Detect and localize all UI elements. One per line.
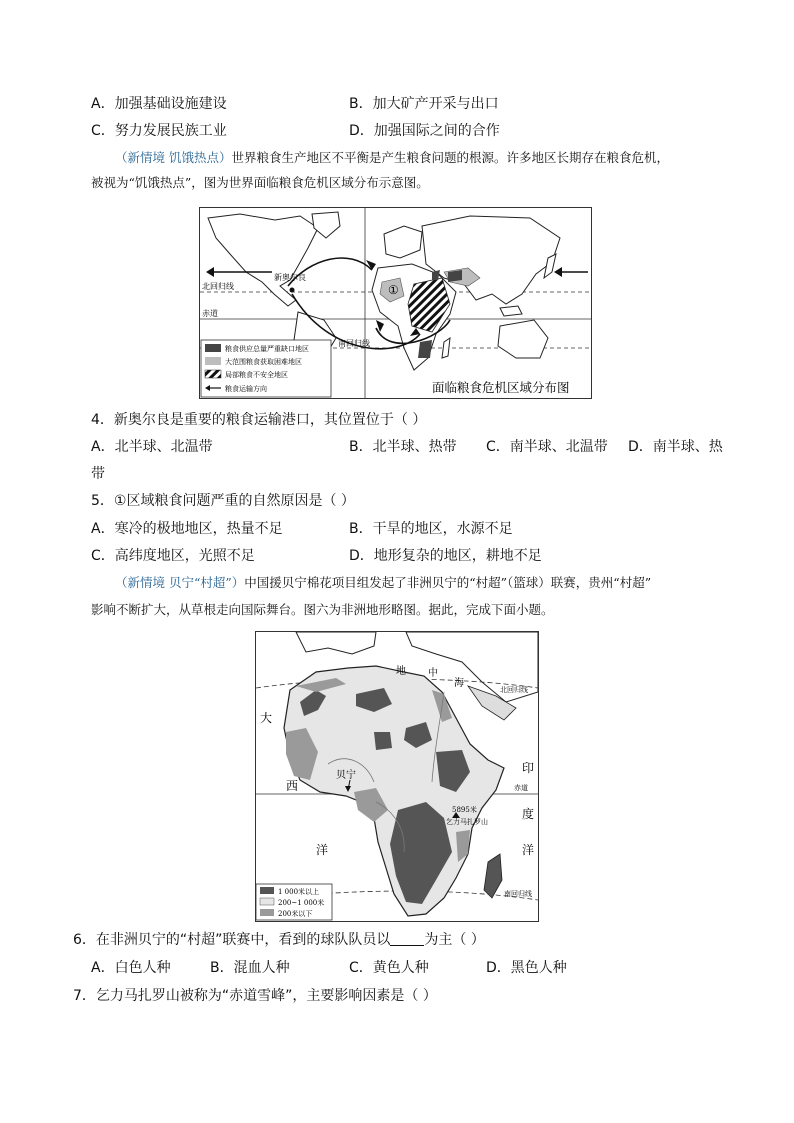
region-dark-middle-east [448,270,462,282]
label-indian-1: 印 [522,761,535,775]
legend4-label: 粮食运输方向 [225,385,267,393]
label-indian-2: 度 [522,807,535,821]
label-tropic-cancer: 北回归线 [202,282,234,291]
q4-option-d: D．南半球、热 [628,439,723,455]
new-orleans-dot [290,288,295,293]
context2-text1: 中国援贝宁棉花项目组发起了非洲贝宁的“村超”（篮球）联赛，贵州“村超” [244,575,652,590]
context2-line1 [115,573,651,593]
legend-high-swatch [260,887,274,894]
q3-option-d: D．加强国际之间的合作 [349,123,500,139]
q5-option-a: A．寒冷的极地地区，热量不足 [91,521,283,537]
arrowhead-5 [554,267,562,277]
q4-option-b: B．北半球、热带 [349,439,457,455]
greenland-shape [312,212,340,238]
region-hatch-east-africa [408,278,450,332]
legend-mid-swatch [260,898,274,905]
context2-line2: 影响不断扩大，从草根走向国际舞台。图六为非洲地形略图。据此，完成下面小题。 [91,602,554,617]
q5-option-c: C．高纬度地区，光照不足 [91,548,255,564]
madagascar-shape [484,854,502,898]
label-equator: 赤道 [202,309,218,318]
q3-option-b: B．加大矿产开采与出口 [349,96,499,112]
world-food-crisis-map [199,207,592,399]
q6-option-c: C．黄色人种 [349,960,429,976]
q6-stem [73,930,485,950]
q5-option-b: B．干旱的地区，水源不足 [349,521,513,537]
q4-option-a: A．北半球、北温带 [91,439,213,455]
q6-stem-after: 为主（ ） [424,932,485,948]
context2-tag: （新情境 贝宁“村超”） [115,575,245,590]
label-kili-height: 5895米 [452,806,477,814]
label-new-orleans: 新奥尔良 [274,273,306,282]
legend-high-label: 1 000米以上 [278,888,320,896]
africa-terrain-map [255,631,539,922]
label-atlantic-3: 洋 [316,843,329,857]
legend2-swatch [205,357,221,365]
q3-option-a: A．加强基础设施建设 [91,96,227,112]
australia-shape [498,320,548,358]
label-equator: 赤道 [514,784,528,792]
context1-line1 [115,148,669,168]
label-atlantic-1: 大 [260,711,273,725]
q6-blank [390,931,424,946]
legend-low-label: 200米以下 [278,910,313,918]
context1-text1: 世界粮食生产地区不平衡是产生粮食问题的根源。许多地区长期存在粮食危机， [231,150,669,165]
legend1-swatch [205,344,221,352]
label-kili-name: 乞力马扎罗山 [446,818,488,826]
lowland-east-coast [456,830,470,862]
context1-line2: 被视为“饥饿热点”，图为世界面临粮食危机区域分布示意图。 [91,175,429,190]
legend3-swatch [205,370,221,378]
q5-stem: 5．①区域粮食问题严重的自然原因是（ ） [91,493,355,509]
label-region-1: ① [388,283,399,297]
legend-low-swatch [260,909,274,916]
context1-tag: （新情境 饥饿热点） [115,150,232,165]
madagascar-shape [442,338,450,358]
map1-title: 面临粮食危机区域分布图 [432,380,570,395]
region-dark-south-africa [418,340,432,358]
q7-stem: 7．乞力马扎罗山被称为“赤道雪峰”，主要影响因素是（ ） [73,988,437,1004]
label-atlantic-2: 西 [286,779,299,793]
q6-option-b: B．混血人种 [210,960,290,976]
africa-map-svg [256,632,538,921]
q4-option-c: C．南半球、北温带 [486,439,608,455]
europe-shape [384,226,422,258]
label-med-3: 海 [454,678,464,689]
legend3-label: 局部粮食不安全地区 [225,371,288,379]
q6-option-d: D．黑色人种 [486,960,567,976]
legend1-label: 粮食供应总量严重缺口地区 [225,345,309,353]
label-benin: 贝宁 [336,770,356,781]
q3-option-c: C．努力发展民族工业 [91,123,227,139]
label-med-1: 地 [396,666,406,677]
q4-stem: 4．新奥尔良是重要的粮食运输港口，其位置位于（ ） [91,412,427,428]
highland-ahaggar [374,732,392,750]
q6-stem-before: 6．在非洲贝宁的“村超”联赛中，看到的球队队员以 [73,932,391,948]
legend2-label: 大范围粮食获取困难地区 [225,358,302,366]
label-tropic-capricorn: 南回归线 [338,339,370,348]
label-tropic-cancer: 北回归线 [500,686,528,694]
label-med-2: 中 [428,668,438,679]
q6-option-a: A．白色人种 [91,960,171,976]
arrowhead-4 [206,267,214,277]
label-indian-3: 洋 [522,843,535,857]
label-tropic-capricorn: 南回归线 [504,890,532,898]
world-map-svg [200,208,591,398]
legend-mid-label: 200~1 000米 [278,899,325,907]
q4-option-d-wrap: 带 [91,466,105,482]
q5-option-d: D．地形复杂的地区，耕地不足 [349,548,542,564]
europe-coast-shape [296,632,376,654]
islands-shape [500,306,522,316]
